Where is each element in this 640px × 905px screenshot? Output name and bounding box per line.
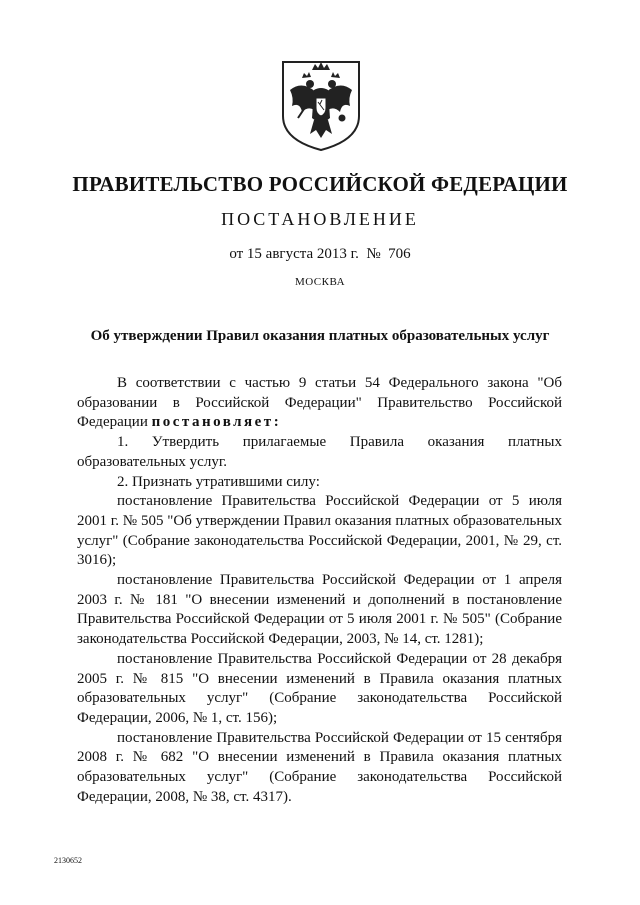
paragraph-repealed-2003: постановление Правительства Российской Федерации от 1 апреля 2003 г. № 181 "О внесении изменений и дополнений в постановление Правительства Российской Федерации от 5 июля 2001 г. № 505" (Собрание законодательства Российской Федерации, 2003, № 14, ст. 1281); bbox=[77, 572, 562, 648]
document-body bbox=[77, 374, 562, 807]
paragraph-repealed-2005: постановление Правительства Российской Федерации от 28 декабря 2005 г. № 815 "О внесении изменений в Правила оказания платных образовательных услуг" (Собрание законодательства Российской Федерации, 2006, № 1, ст. 156); bbox=[77, 650, 562, 726]
document-code: 2130652 bbox=[54, 856, 82, 865]
preamble-text: В соответствии с частью 9 статьи 54 Федерального закона "Об образовании в Российской Федерации" Правительство Российской Федерации bbox=[77, 375, 562, 431]
paragraph-item-1: 1. Утвердить прилагаемые Правила оказания платных образовательных услуг. bbox=[77, 434, 562, 470]
document-subject: Об утверждении Правил оказания платных образовательных услуг bbox=[90, 328, 550, 344]
paragraph-preamble bbox=[77, 374, 562, 433]
paragraph-item-2: 2. Признать утратившими силу: bbox=[117, 473, 320, 490]
coat-of-arms-icon bbox=[280, 58, 362, 153]
government-title: ПРАВИТЕЛЬСТВО РОССИЙСКОЙ ФЕДЕРАЦИИ bbox=[72, 172, 568, 196]
resolution-keyword: постановляет bbox=[151, 414, 274, 431]
paragraph-repealed-2008: постановление Правительства Российской Федерации от 15 сентября 2008 г. № 682 "О внесении изменений в Правила оказания платных образовательных услуг" (Собрание законодательства Российской Федерации, 2008, № 38, ст. 4317). bbox=[77, 729, 562, 805]
paragraph-repealed-2001: постановление Правительства Российской Федерации от 5 июля 2001 г. № 505 "Об утверждении Правил оказания платных образовательных услуг" (Собрание законодательства Российской Федерации, 2001, № 29, ст. 3016); bbox=[77, 493, 562, 569]
document-date-number: от 15 августа 2013 г. № 706 bbox=[229, 246, 411, 262]
document-city: МОСКВА bbox=[294, 276, 346, 288]
resolution-keyword-colon: : bbox=[273, 414, 282, 431]
document-type: ПОСТАНОВЛЕНИЕ bbox=[221, 209, 419, 229]
